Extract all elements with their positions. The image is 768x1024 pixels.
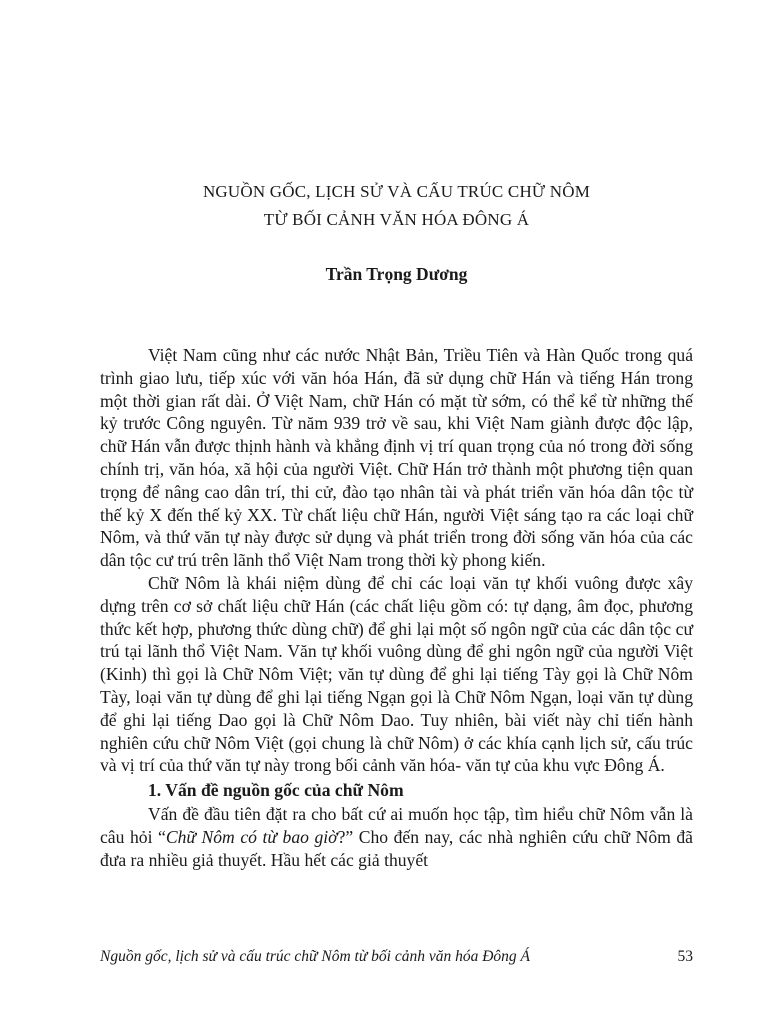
article-title-line-2: TỪ BỐI CẢNH VĂN HÓA ĐÔNG Á [263,210,530,229]
article-author: Trần Trọng Dương [325,264,468,284]
paragraph-3-lead: Vấn đề đầu tiên đặt ra cho bất cứ ai muốn học tập, tìm hiểu chữ Nôm vẫn là câu hỏi “ [100,804,693,847]
paragraph-1: Việt Nam cũng như các nước Nhật Bản, Triều Tiên và Hàn Quốc trong quá trình giao lưu, tiếp xúc với văn hóa Hán, đã sử dụng chữ Hán và tiếng Hán trong một thời gian rất dài. Ở Việt Nam, chữ Hán có mặt từ sớm, có thể kể từ những thế kỷ trước Công nguyên. Từ năm 939 trở về sau, khi Việt Nam giành được độc lập, chữ Hán vẫn được thịnh hành và khẳng định vị trí quan trọng của nó trong đời sống chính trị, văn hóa, xã hội của người Việt. Chữ Hán trở thành một phương tiện quan trọng để nâng cao dân trí, thi cử, đào tạo nhân tài và phát triển văn hóa dân tộc từ thế kỷ X đến thế kỷ XX. Từ chất liệu chữ Hán, người Việt sáng tạo ra các loại chữ Nôm, và thứ văn tự này được sử dụng và phát triển trong đời sống văn hóa của các dân tộc cư trú trên lãnh thổ Việt Nam trong thời kỳ phong kiến. [100,345,693,571]
article-title-line-1: NGUỒN GỐC, LỊCH SỬ VÀ CẤU TRÚC CHỮ NÔM [202,182,591,201]
page-number: 53 [677,948,693,965]
paragraph-3-tail: ?” Cho đến nay, các nhà nghiên cứu chữ Nôm đã đưa ra nhiều giả thuyết. Hầu hết các giả thuyết [100,826,693,870]
section-heading: 1. Vấn đề nguồn gốc của chữ Nôm [148,780,404,801]
paragraph-2: Chữ Nôm là khái niệm dùng để chỉ các loại văn tự khối vuông được xây dựng trên cơ sở chất liệu chữ Hán (các chất liệu gồm có: tự dạng, âm đọc, phương thức kết hợp, phương thức dùng chữ) để ghi lại một số ngôn ngữ của các dân tộc cư trú tại lãnh thổ Việt Nam. Văn tự khối vuông dùng để ghi ngôn ngữ của người Việt (Kinh) thì gọi là Chữ Nôm Việt; văn tự dùng để ghi lại tiếng Tày gọi là Chữ Nôm Tày, loại văn tự dùng để ghi lại tiếng Ngạn gọi là Chữ Nôm Ngạn, loại văn tự dùng để ghi lại tiếng Dao gọi là Chữ Nôm Dao. Tuy nhiên, bài viết này chỉ tiến hành nghiên cứu chữ Nôm Việt (gọi chung là chữ Nôm) ở các khía cạnh lịch sử, cấu trúc và vị trí của thứ văn tự này trong bối cảnh văn hóa- văn tự của khu vực Đông Á. [100,572,693,776]
article-body [100,344,693,872]
running-footer-title: Nguồn gốc, lịch sử và cấu trúc chữ Nôm từ bối cảnh văn hóa Đông Á [100,948,531,965]
paragraph-3-quote: Chữ Nôm có từ bao giờ [165,826,338,847]
paragraph-3 [100,803,693,871]
